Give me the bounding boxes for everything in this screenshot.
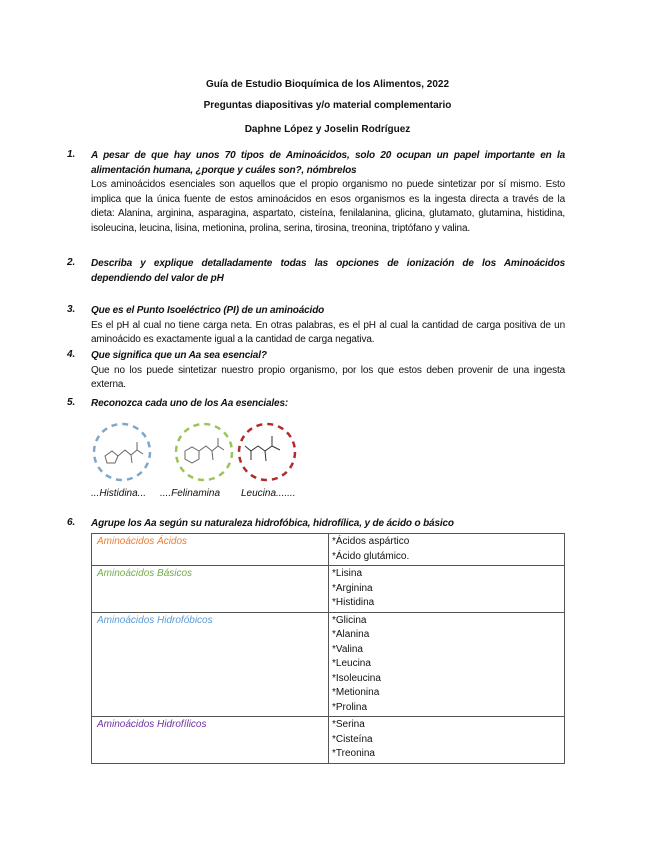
- list-item: *Treonina: [332, 748, 375, 759]
- group-items: [329, 612, 565, 717]
- phenylalanine-structure-image: [176, 424, 232, 480]
- molecule-caption: Leucina.......: [241, 488, 296, 499]
- list-item: *Leucina: [332, 658, 371, 669]
- list-item: *Isoleucina: [332, 672, 381, 684]
- group-items: [329, 566, 565, 613]
- list-item: *Arginina: [332, 582, 373, 594]
- question-5: [91, 397, 565, 412]
- question-number: 5.: [67, 397, 76, 408]
- question-number: 3.: [67, 304, 76, 315]
- group-label: Aminoácidos Ácidos: [92, 534, 329, 566]
- list-item: *Prolina: [332, 701, 368, 713]
- list-item: *Alanina: [332, 629, 370, 640]
- list-item: *Cisteína: [332, 733, 373, 745]
- group-items: [329, 717, 565, 764]
- molecule-caption: ....Felinamina: [160, 488, 221, 499]
- group-label: Aminoácidos Hidrofílicos: [92, 717, 329, 764]
- amino-acid-structures: [85, 418, 305, 486]
- group-label: Aminoácidos Básicos: [92, 566, 329, 613]
- list-item: *Glicina: [332, 614, 367, 626]
- question-number: 6.: [67, 517, 76, 528]
- answer-text: Los aminoácidos esenciales son aquellos que el propio organismo no puede sintetizar por sí mismo. Esto implica que la única fuente de estos aminoácidos en esos organismos es la ingesta directa a través de la dieta: Alanina, arginina, asparagina, aspartato, cisteína, fenilalanina, glicina, glutamato, glutamina, histidina, isoleucina, leucina, lisina, metionina, prolina, serina, tirosina, treonina, triptófano y valina.: [91, 179, 565, 234]
- list-item: *Histidina: [332, 597, 375, 608]
- answer-text: Es el pH al cual no tiene carga neta. En otras palabras, es el pH al cual la cantidad de carga positiva de un aminoácido es exactamente igual a la cantidad de carga negativa.: [91, 319, 565, 345]
- question-text: A pesar de que hay unos 70 tipos de Aminoácidos, solo 20 ocupan un papel importante en la alimentación humana, ¿porque y cuáles son?, nómbrelos: [91, 150, 565, 176]
- table-row: [92, 534, 565, 566]
- list-item: *Valina: [332, 643, 363, 655]
- table-row: [92, 566, 565, 613]
- list-item: *Lisina: [332, 568, 363, 579]
- question-3: [91, 304, 565, 348]
- leucine-structure-image: [239, 424, 295, 480]
- answer-text: Que no los puede sintetizar nuestro propio organismo, por los que estos deben provenir de una ingesta externa.: [91, 364, 565, 390]
- question-4: [91, 349, 565, 393]
- question-6: [91, 517, 565, 532]
- question-text: Agrupe los Aa según su naturaleza hidrofóbica, hidrofílica, y de ácido o básico: [91, 518, 454, 529]
- question-number: 2.: [67, 257, 76, 268]
- doc-subtitle: Preguntas diapositivas y/o material complementario: [203, 100, 452, 111]
- table-row: [92, 612, 565, 717]
- list-item: *Metionina: [332, 687, 380, 698]
- doc-authors: Daphne López y Joselin Rodríguez: [244, 124, 411, 135]
- question-text: Reconozca cada uno de los Aa esenciales:: [91, 398, 289, 409]
- group-items: [329, 534, 565, 566]
- question-1: [91, 149, 565, 236]
- question-text: Que es el Punto Isoeléctrico (PI) de un aminoácido: [91, 305, 325, 316]
- list-item: *Ácido glutámico.: [332, 550, 410, 562]
- question-number: 4.: [67, 349, 76, 360]
- doc-title: Guía de Estudio Bioquímica de los Alimentos, 2022: [205, 79, 450, 90]
- question-2: [91, 257, 565, 286]
- group-label: Aminoácidos Hidrofóbicos: [92, 612, 329, 717]
- table-row: [92, 717, 565, 764]
- list-item: *Serina: [332, 719, 365, 730]
- histidine-structure-image: [94, 424, 150, 480]
- question-text: Describa y explique detalladamente todas las opciones de ionización de los Aminoácidos dependiendo del valor de pH: [91, 258, 565, 284]
- amino-acid-groups-table: [91, 533, 565, 764]
- molecule-caption: ...Histidina...: [91, 488, 147, 499]
- question-number: 1.: [67, 149, 76, 160]
- list-item: *Ácidos aspártico: [332, 536, 410, 547]
- question-text: Que significa que un Aa sea esencial?: [91, 350, 267, 361]
